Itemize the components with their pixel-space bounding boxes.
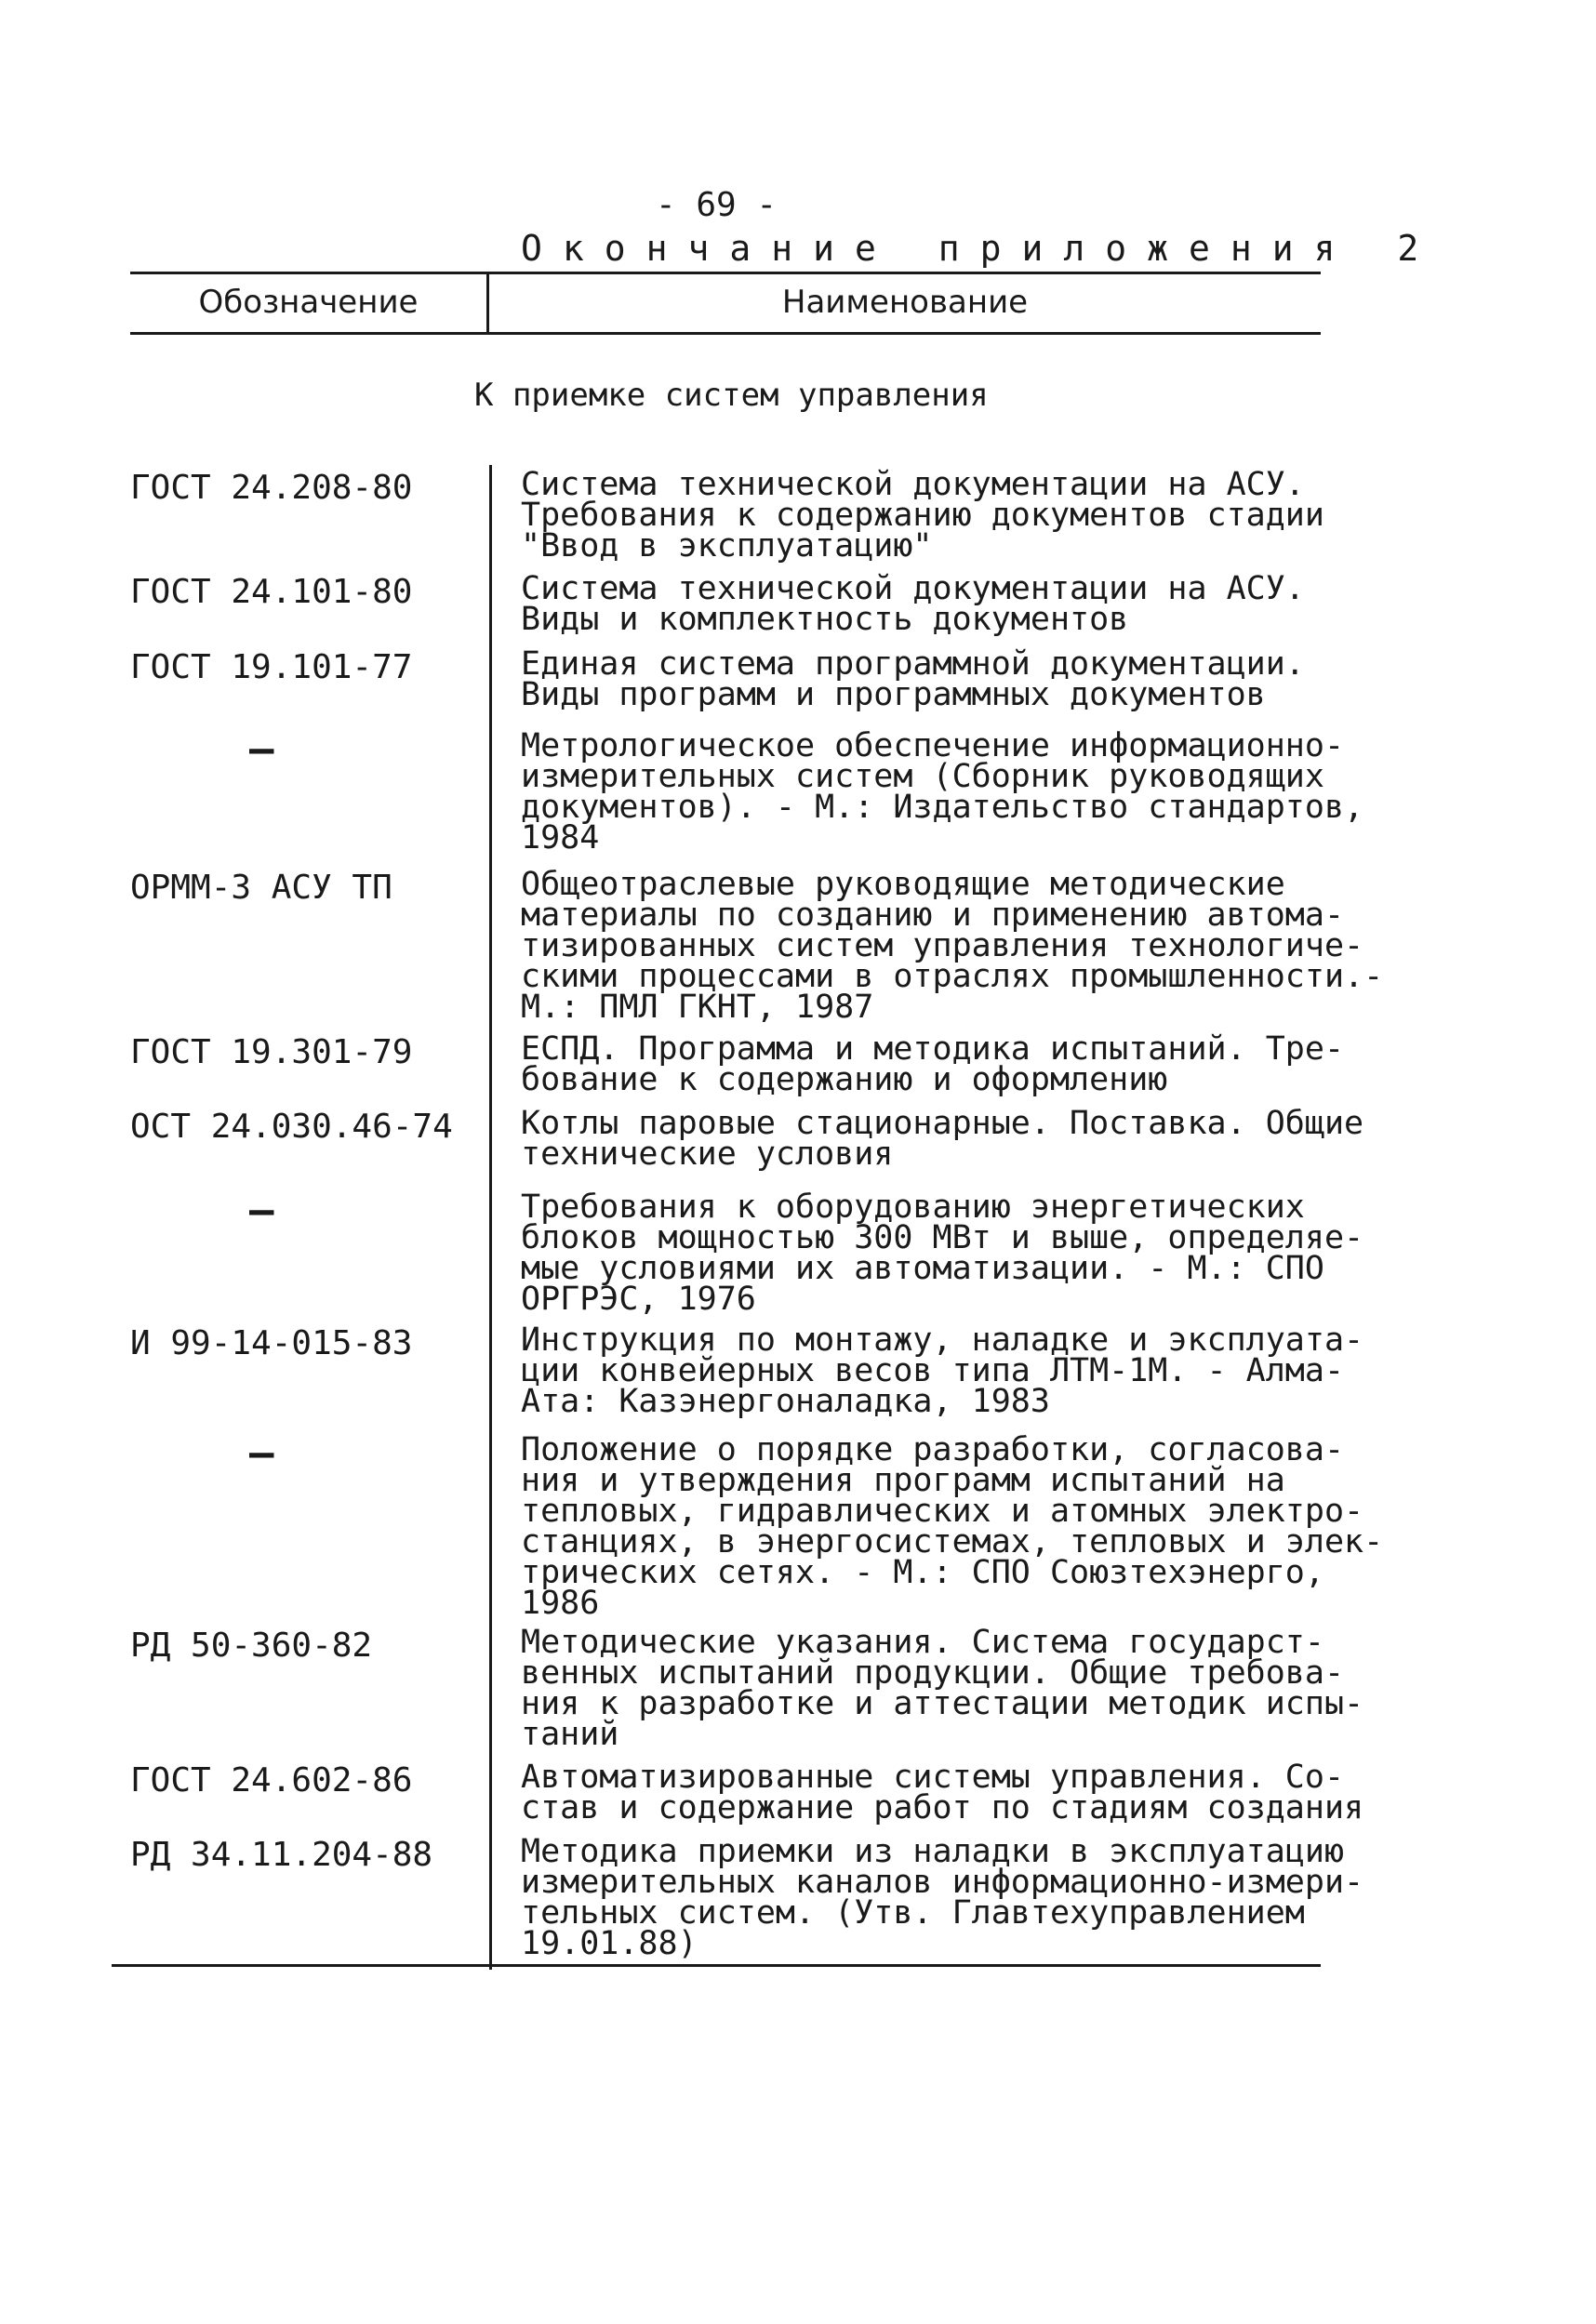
row-name: Положение о порядке разработки, согласова- ния и утверждения программ испытаний на тепловых, гидравлических и атомных электро- станциях, в энергосистемах, тепловых и элек- трических сетях. - М.: СПО Союзтехэнерго, 1986 (521, 1431, 1384, 1622)
header-bottom-rule (130, 332, 1321, 335)
row-code: ГОСТ 24.208-80 (130, 469, 413, 507)
row-code: И 99-14-015-83 (130, 1324, 413, 1362)
row-name: Методика приемки из наладки в эксплуатацию измерительных каналов информационно-измери- тельных систем. (Утв. Главтехуправлением 19.01.88) (521, 1833, 1364, 1962)
row-name: Автоматизированные системы управления. Со- став и содержание работ по стадиям создания (521, 1759, 1364, 1826)
appendix-title: Окончание приложения 2 (521, 228, 1440, 269)
table-bottom-rule (112, 1964, 1321, 1967)
row-name: Система технической документации на АСУ. Требования к содержанию документов стадии "Ввод в эксплуатацию" (521, 466, 1324, 564)
row-code: ГОСТ 24.602-86 (130, 1761, 413, 1799)
row-code: ГОСТ 19.301-79 (130, 1033, 413, 1071)
row-code: РД 34.11.204-88 (130, 1836, 433, 1874)
section-title: К приемке систем управления (474, 377, 989, 414)
row-name: Котлы паровые стационарные. Поставка. Общие технические условия (521, 1105, 1364, 1173)
column-header-name: Наименование (781, 284, 1029, 321)
row-name: Метрологическое обеспечение информационно- измерительных систем (Сборник руководящих документов). - М.: Издательство стандартов, 1984 (521, 727, 1364, 857)
row-name: Система технической документации на АСУ. Виды и комплектность документов (521, 570, 1305, 638)
row-code: ОРММ-3 АСУ ТП (130, 869, 392, 907)
row-code-dash: – (249, 1429, 274, 1477)
row-name: Методические указания. Система государст- венных испытаний продукции. Общие требова- ния к разработке и аттестации методик испы- таний (521, 1624, 1364, 1753)
header-top-rule (130, 272, 1321, 274)
row-code-dash: – (249, 1187, 274, 1234)
row-name: Требования к оборудованию энергетических блоков мощностью 300 МВт и выше, определяе- мые условиями их автоматизации. - М.: СПО ОРГРЭС, 1976 (521, 1189, 1364, 1318)
row-name: Общеотраслевые руководящие методические материалы по созданию и применению автома- тизированных систем управления технологиче- скими процессами в отраслях промышленности.- М.: ПМЛ ГКНТ, 1987 (521, 866, 1384, 1026)
row-code: РД 50-360-82 (130, 1627, 373, 1665)
row-code: ГОСТ 19.101-77 (130, 648, 413, 686)
row-name: Инструкция по монтажу, наладке и эксплуата- ции конвейерных весов типа ЛТМ-1М. - Алма- Ата: Казэнергоналадка, 1983 (521, 1321, 1364, 1420)
row-code: ОСТ 24.030.46-74 (130, 1108, 453, 1146)
row-code: ГОСТ 24.101-80 (130, 573, 413, 611)
column-header-designation: Обозначение (198, 284, 419, 321)
row-name: Единая система программной документации. Виды программ и программных документов (521, 645, 1305, 713)
row-name: ЕСПД. Программа и методика испытаний. Тре- бование к содержанию и оформлению (521, 1030, 1345, 1098)
page-number: - 69 - (655, 186, 778, 224)
row-code-dash: – (249, 725, 274, 773)
